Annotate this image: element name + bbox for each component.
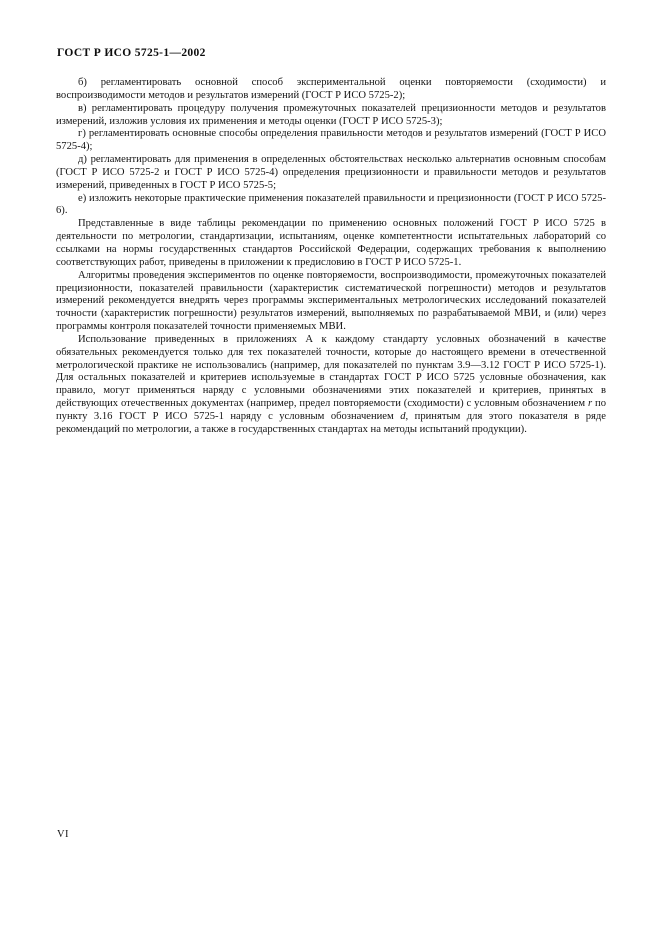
paragraph-item-e: е) изложить некоторые практические применения показателей правильности и прецизионности (ГОСТ Р ИСО 5725-6). [56,192,606,217]
paragraph-symbols: Использование приведенных в приложениях А к каждому стандарту условных обозначений в качестве обязательных рекомендуется только для тех показателей точности, которые до настоящего времени в отечественной метрологической практике не использовались (например, для показателей по пунктам 3.9—3.12 ГОСТ Р ИСО 5725-1). Для остальных показателей и критериев используемые в стандартах ГОСТ Р ИСО 5725 условные обозначения, как правило, могут применяться наряду с условными обозначениями этих показателей и критериев, принятых в действующих отечественных документах (например, предел повторяемости (сходимости) с условным обозначением r по пункту 3.16 ГОСТ Р ИСО 5725-1 наряду с условным обозначением d, принятым для этого показателя в ряде рекомендаций по метрологии, а также в государственных стандартах на методы испытаний продукции). [56,333,607,435]
paragraph-item-d: д) регламентировать для применения в определенных обстоятельствах несколько альтернатив основным способам (ГОСТ Р ИСО 5725-2 и ГОСТ Р ИСО 5725-4) определения прецизионности и правильности методов и результатов измерений, приведенных в ГОСТ Р ИСО 5725-5; [56,154,606,191]
paragraph-recommendations-table: Представленные в виде таблицы рекомендации по применению основных положений ГОСТ Р ИСО 5725 в деятельности по метрологии, стандартизации, испытаниям, оценке компетентности испытательных лабораторий со ссылками на нормы государственных стандартов Российской Федерации, содержащих требования к выполнению соответствующих работ, приведены в приложении к предисловию в ГОСТ Р ИСО 5725-1. [56,218,606,268]
body-text-block [56,77,606,437]
paragraph-item-v: в) регламентировать процедуру получения промежуточных показателей прецизионности методов и результатов измерений, изложив условия их применения и методы оценки (ГОСТ Р ИСО 5725-3); [56,102,606,127]
paragraph-algorithms: Алгоритмы проведения экспериментов по оценке повторяемости, воспроизводимости, промежуточных показателей прецизионности, показателей правильности (характеристик систематической погрешности) методов и результатов измерений рекомендуется внедрять через программы экспериментальных метрологических исследований показателей точности (характеристик погрешности) результатов измерений, выполняемых по разрабатываемой МВИ, и (или) через программы контроля показателей точности применяемых МВИ. [56,269,606,333]
paragraph-item-b: б) регламентировать основной способ экспериментальной оценки повторяемости (сходимости) и воспроизводимости методов и результатов измерений (ГОСТ Р ИСО 5725-2); [56,77,606,101]
running-head-standard-number: ГОСТ Р ИСО 5725-1—2002 [57,47,206,59]
paragraph-item-g: г) регламентировать основные способы определения правильности методов и результатов измерений (ГОСТ Р ИСО 5725-4); [56,128,606,153]
page-number: VI [57,829,69,840]
